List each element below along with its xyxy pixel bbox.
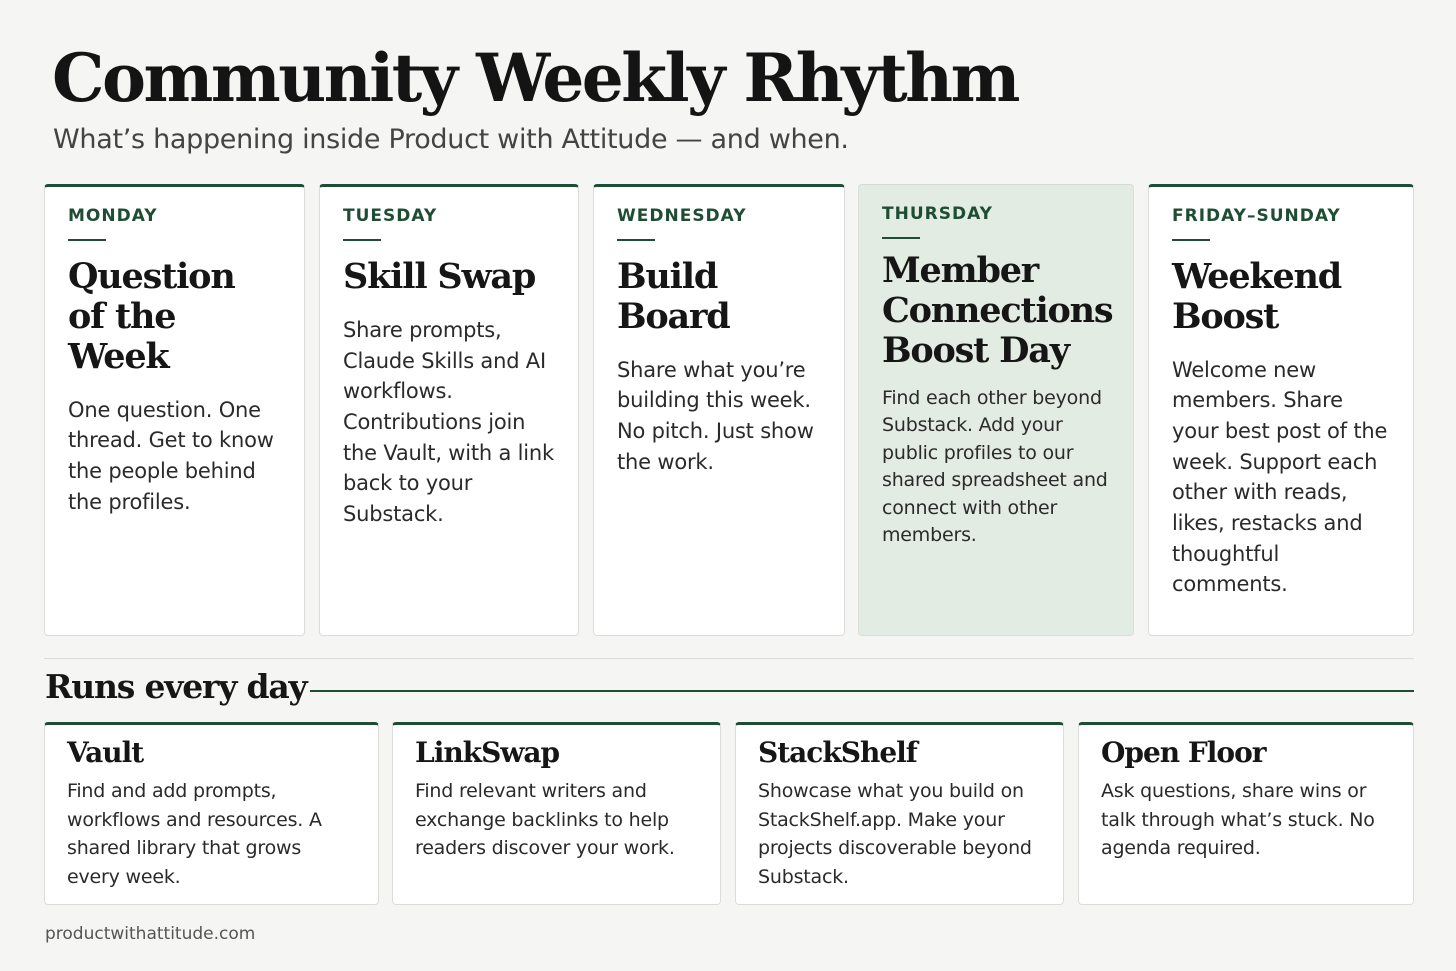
day-label: MONDAY bbox=[68, 206, 158, 226]
day-title: Member Connections Boost Day bbox=[882, 250, 1113, 371]
day-title: Weekend Boost bbox=[1172, 256, 1342, 337]
day-card-weekend bbox=[1148, 184, 1414, 636]
feature-description: Showcase what you build on StackShelf.app. Make your projects discoverable beyond Substack. bbox=[758, 780, 1032, 888]
feature-card-stackshelf bbox=[735, 722, 1064, 905]
day-label: TUESDAY bbox=[343, 206, 438, 226]
day-card-thursday bbox=[858, 184, 1134, 636]
day-description: Share prompts, Claude Skills and AI workflows. Contributions join the Vault, with a link back to your Substack. bbox=[343, 317, 554, 526]
day-description: One question. One thread. Get to know the people behind the profiles. bbox=[68, 397, 274, 514]
feature-card-vault bbox=[44, 722, 379, 905]
day-card-tuesday bbox=[319, 184, 579, 636]
page-subtitle: What’s happening inside Product with Attitude — and when. bbox=[53, 124, 849, 155]
day-divider bbox=[343, 239, 381, 241]
feature-description: Find relevant writers and exchange backlinks to help readers discover your work. bbox=[415, 780, 675, 859]
day-title: Build Board bbox=[617, 256, 730, 337]
section-separator bbox=[44, 658, 1414, 659]
daily-section-rule bbox=[310, 690, 1414, 692]
daily-section-title: Runs every day bbox=[45, 667, 307, 706]
day-card-wednesday bbox=[593, 184, 845, 636]
page-title: Community Weekly Rhythm bbox=[52, 39, 1018, 117]
day-title: Skill Swap bbox=[343, 256, 536, 297]
feature-title: Vault bbox=[67, 736, 144, 769]
feature-card-open-floor bbox=[1078, 722, 1414, 905]
day-card-monday bbox=[44, 184, 305, 636]
day-divider bbox=[882, 237, 920, 239]
day-divider bbox=[617, 239, 655, 241]
feature-title: LinkSwap bbox=[415, 736, 560, 769]
day-title: Question of the Week bbox=[68, 256, 235, 377]
feature-description: Find and add prompts, workflows and resources. A shared library that grows every week. bbox=[67, 780, 322, 888]
day-description: Welcome new members. Share your best post of the week. Support each other with reads, likes, restacks and thoughtful comments. bbox=[1172, 357, 1388, 597]
feature-card-linkswap bbox=[392, 722, 721, 905]
day-description: Find each other beyond Substack. Add your public profiles to our shared spreadsheet and connect with other members. bbox=[882, 386, 1108, 547]
day-label: FRIDAY–SUNDAY bbox=[1172, 206, 1341, 226]
day-description: Share what you’re building this week. No pitch. Just show the work. bbox=[617, 357, 814, 474]
day-label: THURSDAY bbox=[882, 204, 993, 224]
day-label: WEDNESDAY bbox=[617, 206, 747, 226]
feature-title: StackShelf bbox=[758, 736, 917, 769]
footer-url: productwithattitude.com bbox=[45, 924, 256, 944]
day-divider bbox=[1172, 239, 1210, 241]
day-divider bbox=[68, 239, 106, 241]
feature-description: Ask questions, share wins or talk through what’s stuck. No agenda required. bbox=[1101, 780, 1375, 859]
feature-title: Open Floor bbox=[1101, 736, 1266, 769]
